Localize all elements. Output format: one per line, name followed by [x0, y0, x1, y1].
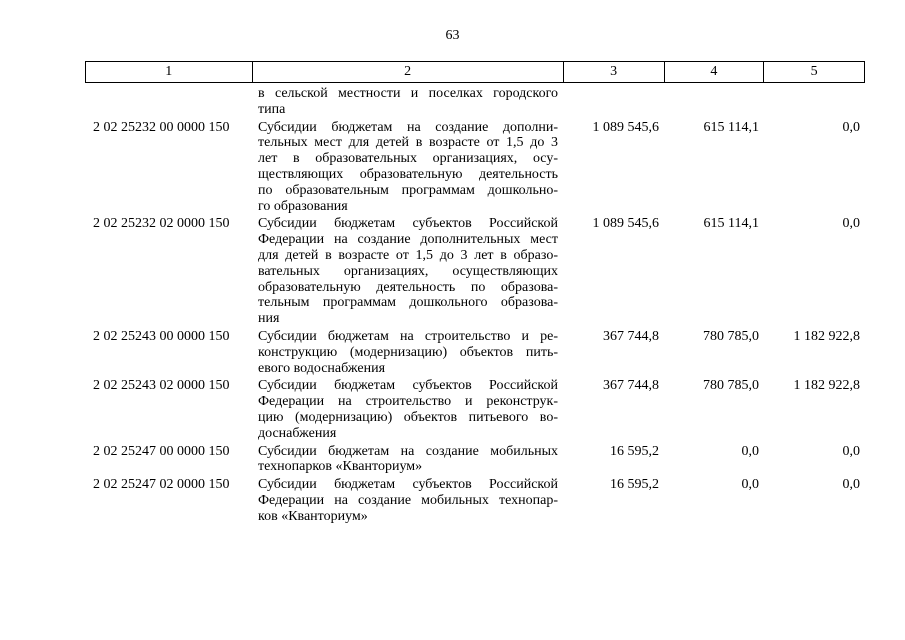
row-code: 2 02 25232 02 0000 150 [93, 216, 230, 232]
row-code [85, 86, 252, 118]
row-description [252, 86, 564, 118]
row-code: 2 02 25243 02 0000 150 [93, 378, 230, 394]
header-col-2: 2 [253, 62, 564, 82]
desc-line: го образования [258, 198, 348, 214]
row-value-4: 615 114,1 [703, 119, 759, 135]
row-value-5: 0,0 [842, 443, 860, 459]
desc-line: Федерации на создание мобильных технопар- [258, 492, 558, 508]
row-value-4: 0,0 [741, 443, 759, 459]
row-description [252, 120, 564, 215]
row-description [252, 477, 564, 524]
table-row [85, 477, 865, 524]
table-row [85, 120, 865, 215]
row-value-3: 367 744,8 [603, 328, 659, 344]
desc-line: тельных мест для детей в возрасте от 1,5 до 3 [258, 135, 558, 151]
desc-line: в сельской местности и поселках городского [258, 86, 558, 101]
table-row [85, 216, 865, 327]
row-description [252, 444, 564, 476]
table-row [85, 444, 865, 476]
desc-line: евого водоснабжения [258, 360, 386, 376]
row-description [252, 329, 564, 376]
row-description [252, 378, 564, 441]
row-code: 2 02 25243 00 0000 150 [93, 328, 230, 344]
desc-line: цию (модернизацию) объектов питьевого во- [258, 409, 558, 425]
header-col-5: 5 [810, 64, 818, 79]
desc-line: Субсидии бюджетам субъектов Российской [258, 378, 558, 394]
row-value-5: 1 182 922,8 [793, 328, 860, 344]
desc-line: для детей в возрасте от 1,5 до 3 лет в образо- [258, 247, 558, 263]
desc-line: тельным программам дошкольного образова- [258, 295, 558, 311]
desc-line: ния [258, 311, 280, 327]
row-value-3: 1 089 545,6 [592, 119, 659, 135]
row-code: 2 02 25247 02 0000 150 [93, 477, 230, 493]
desc-line: технопарков «Кванториум» [258, 459, 423, 475]
desc-line: Субсидии бюджетам субъектов Российской [258, 216, 558, 232]
desc-line: конструкцию (модернизацию) объектов пить- [258, 344, 558, 360]
row-value-3: 1 089 545,6 [592, 216, 659, 232]
header-col-1: 1 [86, 62, 253, 82]
desc-line: образовательную деятельность по образова- [258, 279, 558, 295]
desc-line: ков «Кванториум» [258, 508, 368, 524]
row-value-3: 16 595,2 [610, 477, 659, 493]
table-row-continuation [85, 86, 865, 118]
row-value-5: 0,0 [842, 119, 860, 135]
table-header [85, 61, 865, 83]
header-col-4: 4 [665, 62, 765, 82]
row-value-4: 780 785,0 [703, 378, 759, 394]
desc-line: Субсидии бюджетам субъектов Российской [258, 477, 558, 493]
desc-line: типа [258, 101, 286, 117]
row-value-4: 780 785,0 [703, 328, 759, 344]
desc-line: Субсидии бюджетам на строительство и ре- [258, 328, 558, 344]
table-row [85, 378, 865, 441]
table-row [85, 329, 865, 376]
row-code: 2 02 25247 00 0000 150 [93, 443, 230, 459]
desc-line: Федерации на создание дополнительных мест [258, 232, 558, 248]
row-value-5: 1 182 922,8 [793, 378, 860, 394]
table-body [85, 86, 865, 527]
row-code: 2 02 25232 00 0000 150 [93, 119, 230, 135]
row-value-3: 367 744,8 [603, 378, 659, 394]
desc-line: Субсидии бюджетам на создание дополни- [258, 119, 558, 135]
row-description [252, 216, 564, 327]
row-value-4: 0,0 [741, 477, 759, 493]
row-value-5: 0,0 [842, 477, 860, 493]
desc-line: доснабжения [258, 425, 337, 441]
desc-line: ществляющих образовательную деятельность [258, 166, 558, 182]
row-value-5: 0,0 [842, 216, 860, 232]
desc-line: Субсидии бюджетам на создание мобильных [258, 443, 558, 459]
desc-line: по образовательным программам дошкольно- [258, 182, 558, 198]
desc-line: Федерации на строительство и реконструк- [258, 394, 558, 410]
row-value-4: 615 114,1 [703, 216, 759, 232]
header-col-3: 3 [564, 62, 665, 82]
page-number: 63 [445, 28, 460, 43]
row-value-3: 16 595,2 [610, 443, 659, 459]
desc-line: вательных организациях, осуществляющих [258, 263, 558, 279]
desc-line: лет в образовательных организациях, осу- [258, 151, 558, 167]
